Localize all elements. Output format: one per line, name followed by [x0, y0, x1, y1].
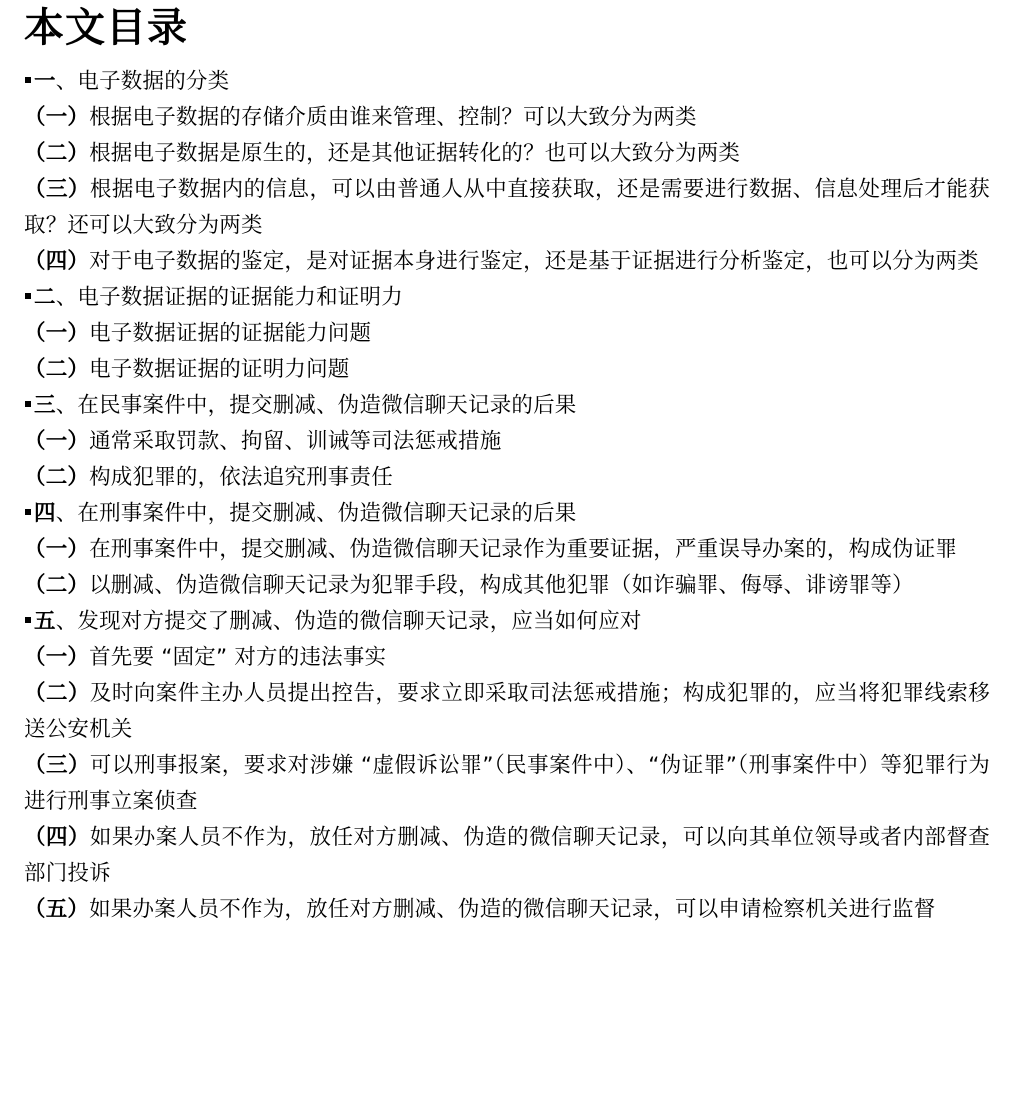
toc-section-link[interactable]: [24, 64, 990, 100]
toc-item-number: （二）: [24, 141, 90, 166]
toc-item-number: （二）: [24, 357, 90, 382]
toc-item-text: 及时向案件主办人员提出控告，要求立即采取司法惩戒措施；构成犯罪的，应当将犯罪线索移送公安机关: [24, 681, 990, 742]
toc-item-number: （三）: [24, 177, 90, 202]
toc-subsection-link[interactable]: [24, 424, 990, 460]
toc-item-number: 四: [34, 501, 56, 526]
toc-subsection-link[interactable]: [24, 820, 990, 892]
toc-item-number: 二: [34, 285, 56, 310]
toc-subsection-link[interactable]: [24, 892, 990, 928]
toc-item-number: （一）: [24, 429, 90, 454]
toc-item-text: 构成犯罪的，依法追究刑事责任: [89, 465, 393, 490]
bullet-icon: [25, 77, 31, 83]
toc-item-number: （一）: [24, 321, 90, 346]
toc-item-text: 电子数据证据的证据能力问题: [89, 321, 372, 346]
toc-item-text: 首先要 “固定” 对方的违法事实: [89, 645, 387, 670]
bullet-icon: [25, 293, 31, 299]
toc-item-text: 通常采取罚款、拘留、训诫等司法惩戒措施: [89, 429, 502, 454]
toc-item-number: 一: [34, 69, 56, 94]
toc-item-number: （三）: [24, 753, 90, 778]
toc-subsection-link[interactable]: [24, 460, 990, 496]
toc-item-text: 根据电子数据内的信息，可以由普通人从中直接获取，还是需要进行数据、信息处理后才能获取？还可以大致分为两类: [24, 177, 990, 238]
toc-subsection-link[interactable]: [24, 748, 990, 820]
toc-item-text: 如果办案人员不作为，放任对方删减、伪造的微信聊天记录，可以申请检察机关进行监督: [89, 897, 936, 922]
toc-subsection-link[interactable]: [24, 172, 990, 244]
bullet-icon: [25, 617, 31, 623]
toc-section-link[interactable]: [24, 604, 990, 640]
toc-item-number: （五）: [24, 897, 90, 922]
toc-item-text: 、电子数据证据的证据能力和证明力: [55, 285, 403, 310]
toc-section-link[interactable]: [24, 388, 990, 424]
toc-item-text: 如果办案人员不作为，放任对方删减、伪造的微信聊天记录，可以向其单位领导或者内部督查部门投诉: [24, 825, 990, 886]
toc-item-number: 五: [34, 609, 56, 634]
toc-item-number: （二）: [24, 681, 90, 706]
toc-item-text: 在刑事案件中，提交删减、伪造微信聊天记录作为重要证据，严重误导办案的，构成伪证罪: [89, 537, 958, 562]
toc-item-number: （一）: [24, 645, 90, 670]
toc-item-text: 电子数据证据的证明力问题: [89, 357, 350, 382]
table-of-contents: [24, 0, 990, 928]
bullet-icon: [25, 401, 31, 407]
toc-item-number: （一）: [24, 537, 90, 562]
toc-item-number: （二）: [24, 465, 90, 490]
toc-item-number: 三: [34, 393, 56, 418]
page-title: 本文目录: [24, 5, 188, 51]
toc-subsection-link[interactable]: [24, 136, 990, 172]
toc-section-link[interactable]: [24, 280, 990, 316]
toc-item-number: （四）: [24, 249, 90, 274]
toc-item-text: 、在刑事案件中，提交删减、伪造微信聊天记录的后果: [55, 501, 577, 526]
toc-item-text: 对于电子数据的鉴定，是对证据本身进行鉴定，还是基于证据进行分析鉴定，也可以分为两类: [89, 249, 979, 274]
toc-subsection-link[interactable]: [24, 640, 990, 676]
toc-subsection-link[interactable]: [24, 568, 990, 604]
toc-section-link[interactable]: [24, 496, 990, 532]
toc-item-text: 根据电子数据的存储介质由谁来管理、控制？可以大致分为两类: [89, 105, 697, 130]
toc-subsection-link[interactable]: [24, 100, 990, 136]
toc-subsection-link[interactable]: [24, 352, 990, 388]
toc-item-text: 可以刑事报案，要求对涉嫌 “虚假诉讼罪”（民事案件中）、“伪证罪”（刑事案件中）等犯罪行为进行刑事立案侦查: [24, 753, 990, 814]
toc-item-text: 以删减、伪造微信聊天记录为犯罪手段，构成其他犯罪（如诈骗罪、侮辱、诽谤罪等）: [89, 573, 914, 598]
toc-item-text: 、发现对方提交了删减、伪造的微信聊天记录，应当如何应对: [55, 609, 642, 634]
toc-subsection-link[interactable]: [24, 316, 990, 352]
bullet-icon: [25, 509, 31, 515]
toc-item-number: （二）: [24, 573, 90, 598]
toc-list: [24, 64, 990, 928]
toc-item-text: 、电子数据的分类: [55, 69, 230, 94]
toc-item-text: 、在民事案件中，提交删减、伪造微信聊天记录的后果: [55, 393, 577, 418]
toc-item-number: （四）: [24, 825, 90, 850]
toc-item-number: （一）: [24, 105, 90, 130]
toc-item-text: 根据电子数据是原生的，还是其他证据转化的？也可以大致分为两类: [89, 141, 741, 166]
toc-subsection-link[interactable]: [24, 244, 990, 280]
toc-subsection-link[interactable]: [24, 532, 990, 568]
toc-subsection-link[interactable]: [24, 676, 990, 748]
